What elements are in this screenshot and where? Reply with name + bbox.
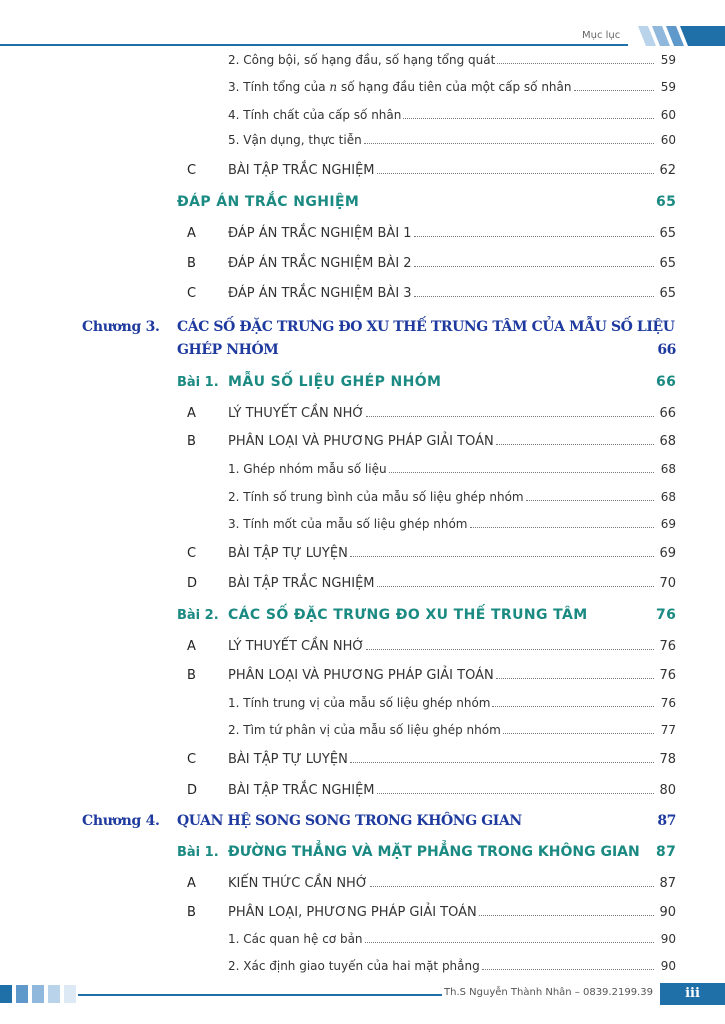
chapter-title: GHÉP NHÓM — [177, 342, 279, 358]
entry-page: 65 — [659, 286, 676, 301]
toc-entry-lesson[interactable] — [228, 374, 676, 390]
entry-title: BÀI TẬP TRẮC NGHIỆM — [228, 783, 375, 798]
entry-page: 87 — [659, 876, 676, 891]
toc-entry-lesson[interactable] — [228, 607, 676, 623]
dot-leader — [403, 118, 654, 119]
entry-page: 66 — [656, 374, 677, 390]
entry-page: 90 — [660, 932, 676, 946]
entry-title: PHÂN LOẠI, PHƯƠNG PHÁP GIẢI TOÁN — [228, 905, 477, 920]
section-letter: C — [187, 163, 197, 178]
entry-page: 90 — [659, 905, 676, 920]
toc-entry[interactable] — [228, 108, 676, 122]
entry-title: PHÂN LOẠI VÀ PHƯƠNG PHÁP GIẢI TOÁN — [228, 434, 494, 449]
header-rule — [0, 44, 628, 46]
section-letter: D — [187, 576, 198, 591]
entry-page: 59 — [660, 53, 676, 67]
entry-title: ĐÁP ÁN TRẮC NGHIỆM BÀI 3 — [228, 286, 412, 301]
entry-title: ĐÁP ÁN TRẮC NGHIỆM BÀI 1 — [228, 226, 412, 241]
entry-title — [228, 80, 572, 94]
entry-title: BÀI TẬP TRẮC NGHIỆM — [228, 163, 375, 178]
chapter-title: QUAN HỆ SONG SONG TRONG KHÔNG GIAN — [177, 813, 522, 829]
toc-entry[interactable] — [228, 133, 676, 147]
dot-leader — [526, 500, 654, 501]
dot-leader — [377, 586, 655, 587]
header-stripes-decoration — [630, 26, 725, 46]
header-label: Mục lục — [582, 30, 621, 41]
entry-page: 76 — [659, 639, 676, 654]
chapter-title-line2[interactable] — [177, 342, 676, 358]
entry-title: PHÂN LOẠI VÀ PHƯƠNG PHÁP GIẢI TOÁN — [228, 668, 494, 683]
entry-page: 77 — [660, 723, 676, 737]
lesson-label: Bài 1. — [177, 845, 219, 860]
dot-leader — [364, 143, 654, 144]
entry-page: 90 — [660, 959, 676, 973]
chapter-title-line1[interactable] — [177, 319, 676, 335]
entry-title: CÁC SỐ ĐẶC TRƯNG ĐO XU THẾ TRUNG TÂM — [228, 607, 588, 623]
toc-entry[interactable] — [228, 905, 676, 920]
section-letter: A — [187, 876, 196, 891]
dot-leader — [377, 793, 655, 794]
entry-page: 78 — [659, 752, 676, 767]
section-letter: B — [187, 434, 196, 449]
dot-leader — [350, 556, 654, 557]
toc-entry[interactable] — [228, 163, 676, 178]
dot-leader — [389, 472, 654, 473]
entry-page: 76 — [656, 607, 677, 623]
toc-entry[interactable] — [228, 576, 676, 591]
entry-title: 4. Tính chất của cấp số nhân — [228, 108, 402, 122]
toc-entry[interactable] — [228, 462, 676, 476]
dot-leader — [492, 706, 654, 707]
dot-leader — [574, 90, 655, 91]
entry-title: 2. Tính số trung bình của mẫu số liệu ghép nhóm — [228, 490, 524, 504]
entry-title: KIẾN THỨC CẦN NHỚ — [228, 876, 368, 891]
dot-leader — [350, 762, 654, 763]
toc-entry[interactable] — [228, 53, 676, 67]
dot-leader — [377, 173, 655, 174]
entry-page: 66 — [659, 406, 676, 421]
section-letter: B — [187, 905, 196, 920]
section-letter: A — [187, 639, 196, 654]
entry-page: 69 — [660, 517, 676, 531]
entry-title: LÝ THUYẾT CẦN NHỚ — [228, 406, 365, 421]
section-letter: B — [187, 668, 196, 683]
dot-leader — [496, 678, 654, 679]
page-number-badge: iii — [660, 983, 725, 1005]
section-letter: C — [187, 286, 197, 301]
entry-title: 5. Vận dụng, thực tiễn — [228, 133, 362, 147]
entry-title: BÀI TẬP TRẮC NGHIỆM — [228, 576, 375, 591]
footer-author: Th.S Nguyễn Thành Nhân – 0839.2199.39 — [444, 987, 653, 998]
entry-page: 60 — [660, 133, 676, 147]
entry-title: LÝ THUYẾT CẦN NHỚ — [228, 639, 365, 654]
lesson-label: Bài 2. — [177, 608, 219, 623]
section-letter: C — [187, 546, 197, 561]
toc-entry[interactable] — [228, 256, 676, 271]
toc-entry-lesson[interactable] — [228, 844, 676, 860]
toc-entry[interactable] — [228, 434, 676, 449]
entry-title: BÀI TẬP TỰ LUYỆN — [228, 752, 348, 767]
dot-leader — [479, 915, 654, 916]
chapter-label: Chương 3. — [82, 319, 160, 335]
toc-entry[interactable] — [228, 932, 676, 946]
entry-page: 68 — [660, 490, 676, 504]
section-letter: A — [187, 406, 196, 421]
toc-entry[interactable] — [228, 406, 676, 421]
toc-entry[interactable] — [228, 286, 676, 301]
entry-page: 68 — [659, 434, 676, 449]
toc-entry[interactable] — [228, 723, 676, 737]
entry-title: 1. Ghép nhóm mẫu số liệu — [228, 462, 387, 476]
toc-entry[interactable] — [228, 80, 676, 94]
entry-page: 76 — [660, 696, 676, 710]
chapter-title-line[interactable] — [177, 813, 676, 829]
section-letter: C — [187, 752, 197, 767]
entry-page: 65 — [656, 194, 677, 210]
dot-leader — [366, 416, 654, 417]
entry-page: 59 — [660, 80, 676, 94]
toc-entry[interactable] — [228, 876, 676, 891]
toc-entry[interactable] — [228, 490, 676, 504]
toc-entry[interactable] — [228, 696, 676, 710]
entry-page: 68 — [660, 462, 676, 476]
dot-leader — [482, 969, 654, 970]
chapter-title: CÁC SỐ ĐẶC TRƯNG ĐO XU THẾ TRUNG TÂM CỦA MẪU SỐ LIỆU — [177, 319, 675, 335]
entry-page: 76 — [659, 668, 676, 683]
entry-title: 2. Tìm tứ phân vị của mẫu số liệu ghép nhóm — [228, 723, 501, 737]
entry-title: 2. Xác định giao tuyến của hai mặt phẳng — [228, 959, 480, 973]
entry-page: 69 — [659, 546, 676, 561]
toc-entry[interactable] — [228, 639, 676, 654]
entry-page: 87 — [657, 813, 676, 829]
entry-page: 66 — [657, 342, 676, 358]
dot-leader — [414, 296, 654, 297]
footer-blocks-decoration — [0, 985, 90, 1003]
toc-entry[interactable] — [228, 959, 676, 973]
dot-leader — [503, 733, 654, 734]
entry-page: 62 — [659, 163, 676, 178]
chapter-label: Chương 4. — [82, 813, 160, 829]
entry-title-part: 3. Tính tổng của — [228, 80, 330, 94]
entry-page: 80 — [659, 783, 676, 798]
entry-title: ĐƯỜNG THẲNG VÀ MẶT PHẲNG TRONG KHÔNG GIAN — [228, 844, 640, 860]
dot-leader — [366, 649, 654, 650]
entry-title: 1. Các quan hệ cơ bản — [228, 932, 363, 946]
entry-page: 87 — [656, 844, 677, 860]
dot-leader — [470, 527, 655, 528]
toc-entry[interactable] — [228, 668, 676, 683]
entry-title-part: số hạng đầu tiên của một cấp số nhân — [337, 80, 572, 94]
toc-entry-heading[interactable] — [177, 194, 676, 210]
entry-page: 65 — [659, 256, 676, 271]
entry-page: 60 — [660, 108, 676, 122]
entry-title: 1. Tính trung vị của mẫu số liệu ghép nhóm — [228, 696, 491, 710]
entry-title: 3. Tính mốt của mẫu số liệu ghép nhóm — [228, 517, 468, 531]
section-letter: B — [187, 256, 196, 271]
section-letter: A — [187, 226, 196, 241]
section-letter: D — [187, 783, 198, 798]
dot-leader — [497, 63, 654, 64]
dot-leader — [496, 444, 654, 445]
entry-title: BÀI TẬP TỰ LUYỆN — [228, 546, 348, 561]
entry-title: ĐÁP ÁN TRẮC NGHIỆM BÀI 2 — [228, 256, 412, 271]
toc-entry[interactable] — [228, 517, 676, 531]
entry-title: MẪU SỐ LIỆU GHÉP NHÓM — [228, 374, 442, 390]
entry-title: ĐÁP ÁN TRẮC NGHIỆM — [177, 194, 360, 210]
dot-leader — [414, 266, 654, 267]
dot-leader — [370, 886, 654, 887]
math-variable: n — [329, 80, 338, 94]
entry-title: 2. Công bội, số hạng đầu, số hạng tổng quát — [228, 53, 496, 67]
footer-rule — [78, 994, 442, 996]
toc-entry[interactable] — [228, 783, 676, 798]
lesson-label: Bài 1. — [177, 375, 219, 390]
entry-page: 65 — [659, 226, 676, 241]
toc-entry[interactable] — [228, 546, 676, 561]
toc-entry[interactable] — [228, 226, 676, 241]
toc-entry[interactable] — [228, 752, 676, 767]
entry-page: 70 — [659, 576, 676, 591]
dot-leader — [365, 942, 654, 943]
dot-leader — [414, 236, 654, 237]
